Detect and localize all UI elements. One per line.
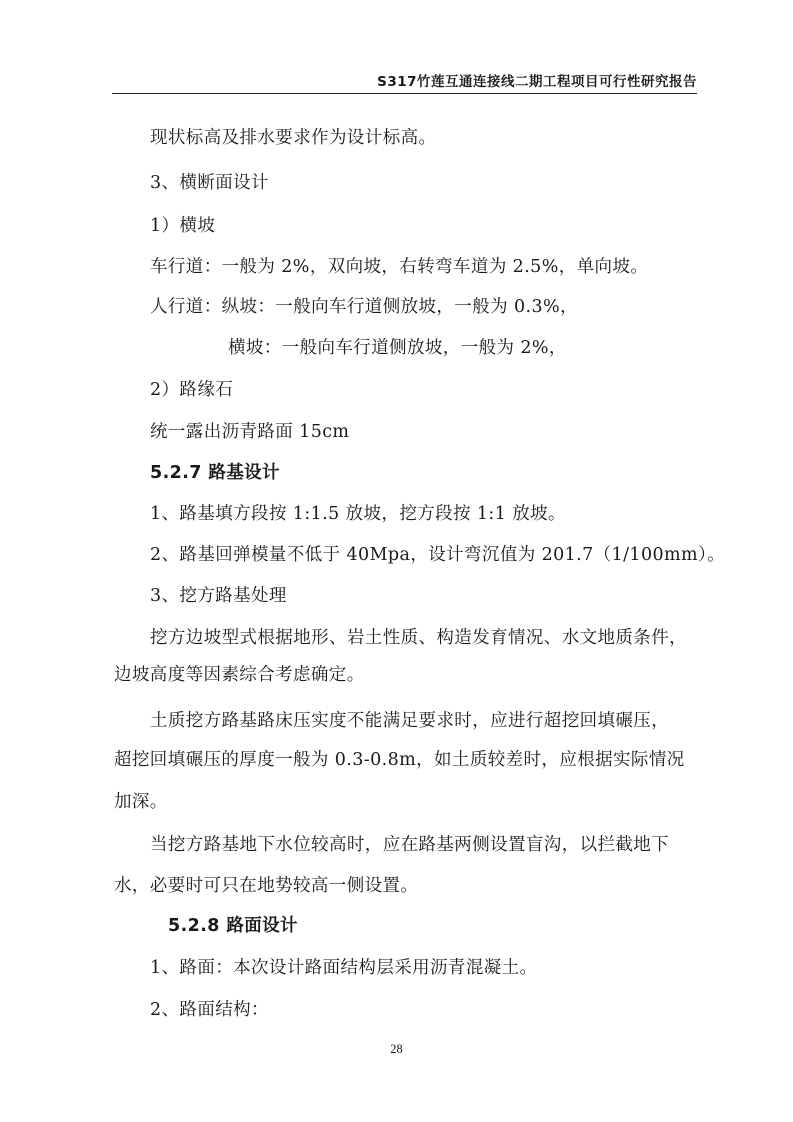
body-line: 2、路基回弹模量不低于 40Mpa，设计弯沉值为 201.7（1/100mm）。 — [150, 545, 726, 565]
body-line: 2、路面结构： — [150, 1000, 269, 1020]
list-heading: 1）横坡 — [150, 216, 216, 236]
body-line: 车行道：一般为 2%，双向坡，右转弯车道为 2.5%，单向坡。 — [150, 257, 649, 277]
paragraph-line: 边坡高度等因素综合考虑确定。 — [114, 665, 365, 685]
body-line: 现状标高及排水要求作为设计标高。 — [150, 128, 437, 148]
body-line: 1、路面：本次设计路面结构层采用沥青混凝土。 — [150, 958, 538, 978]
list-heading: 2）路缘石 — [150, 380, 234, 400]
paragraph-line: 当挖方路基地下水位较高时，应在路基两侧设置盲沟，以拦截地下 — [150, 835, 670, 855]
page-number: 28 — [390, 1042, 403, 1056]
paragraph-line: 加深。 — [114, 792, 168, 812]
header-divider — [112, 93, 697, 94]
body-line: 横坡：一般向车行道侧放坡，一般为 2%， — [228, 338, 567, 358]
paragraph-line: 挖方边坡型式根据地形、岩土性质、构造发育情况、水文地质条件， — [150, 628, 687, 648]
body-line: 统一露出沥青路面 15cm — [150, 422, 350, 442]
section-heading-5-2-8: 5.2.8 路面设计 — [168, 916, 298, 936]
paragraph-line: 超挖回填碾压的厚度一般为 0.3-0.8m，如土质较差时，应根据实际情况 — [114, 750, 685, 770]
body-line: 1、路基填方段按 1:1.5 放坡，挖方段按 1:1 放坡。 — [150, 504, 566, 524]
paragraph-line: 水，必要时可只在地势较高一侧设置。 — [114, 876, 419, 896]
section-heading-5-2-7: 5.2.7 路基设计 — [150, 463, 280, 483]
subsection-heading: 3、挖方路基处理 — [150, 586, 287, 606]
paragraph-line: 土质挖方路基路床压实度不能满足要求时，应进行超挖回填碾压， — [150, 711, 670, 731]
body-line: 人行道：纵坡：一般向车行道侧放坡，一般为 0.3%， — [150, 297, 578, 317]
subsection-heading: 3、横断面设计 — [150, 173, 269, 193]
document-title: S317竹莲互通连接线二期工程项目可行性研究报告 — [377, 74, 697, 90]
